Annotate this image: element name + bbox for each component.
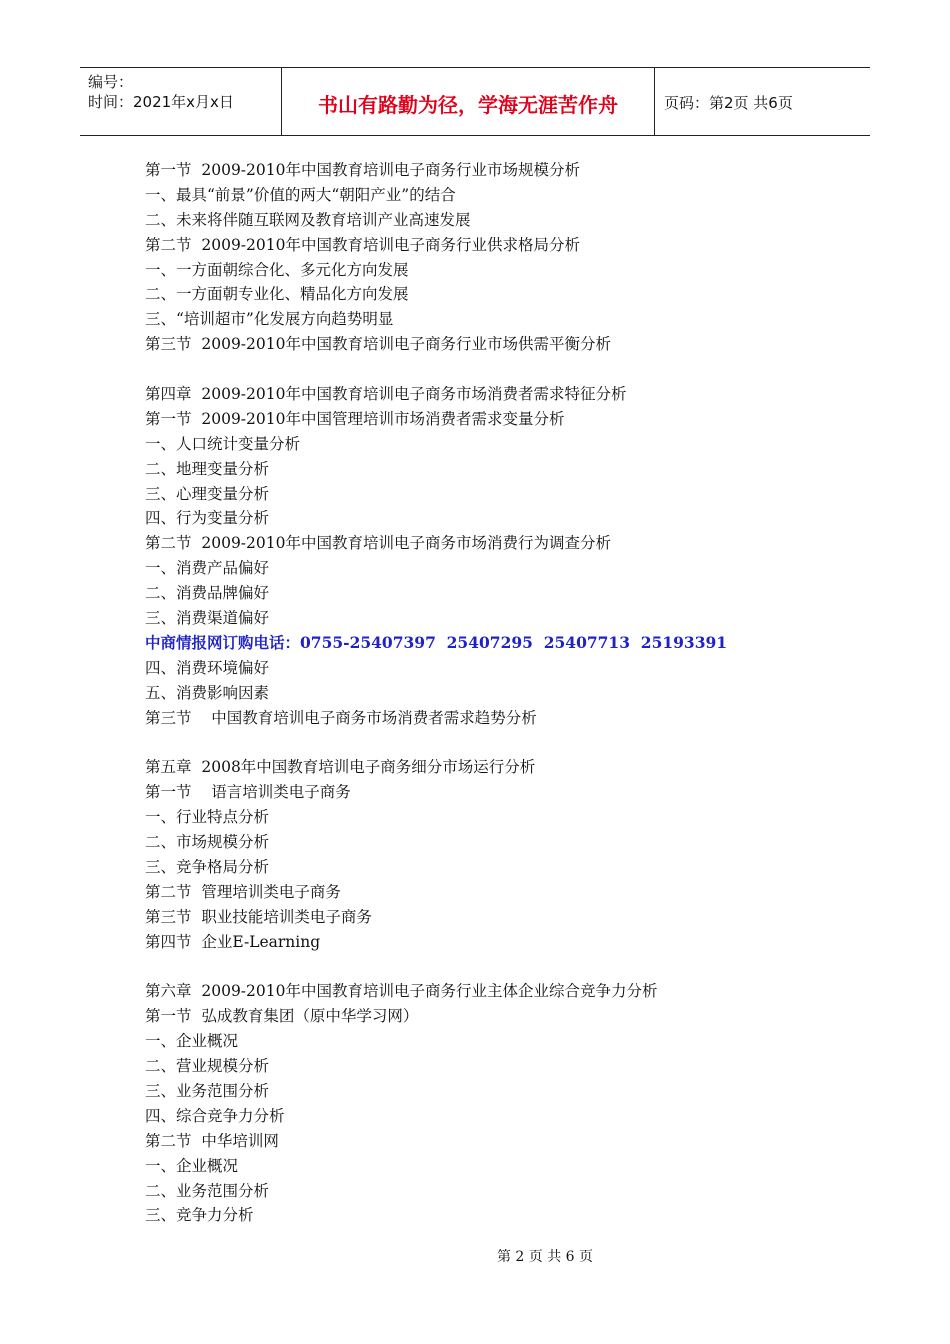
order-phone-line: 中商情报网订购电话：0755-25407397 25407295 25407713 25193391 — [145, 632, 728, 652]
toc-line: 第一节 2009-2010年中国管理培训市场消费者需求变量分析 — [145, 409, 565, 428]
blank-line — [145, 730, 845, 755]
toc-line: 三、业务范围分析 — [145, 1081, 270, 1100]
toc-line: 第一节 2009-2010年中国教育培训电子商务行业市场规模分析 — [145, 161, 580, 179]
toc-line: 二、市场规模分析 — [145, 833, 270, 852]
toc-line: 三、心理变量分析 — [145, 484, 270, 503]
document-body — [145, 158, 845, 1228]
header-motto: 书山有路勤为径，学海无涯苦作舟 — [282, 68, 655, 135]
page-header — [80, 67, 870, 136]
toc-line: 一、最具“前景”价值的两大“朝阳产业”的结合 — [145, 185, 456, 204]
toc-line: 一、行业特点分析 — [145, 808, 270, 827]
toc-line: 第三节 职业技能培训类电子商务 — [145, 907, 372, 926]
blank-line — [145, 955, 845, 980]
toc-line: 一、企业概况 — [145, 1156, 239, 1175]
toc-line: 第二节 中华培训网 — [145, 1131, 279, 1150]
toc-line: 一、人口统计变量分析 — [145, 434, 301, 453]
toc-line: 二、消费品牌偏好 — [145, 584, 270, 603]
toc-line: 二、营业规模分析 — [145, 1057, 270, 1076]
toc-line: 二、地理变量分析 — [145, 459, 270, 478]
toc-line: 三、竞争格局分析 — [145, 857, 270, 876]
toc-line: 四、综合竞争力分析 — [145, 1106, 285, 1125]
toc-line: 五、消费影响因素 — [145, 683, 270, 702]
toc-line: 第四章 2009-2010年中国教育培训电子商务市场消费者需求特征分析 — [145, 385, 627, 404]
toc-line: 一、企业概况 — [145, 1032, 239, 1051]
toc-line: 四、消费环境偏好 — [145, 658, 270, 677]
toc-line: 二、业务范围分析 — [145, 1181, 270, 1200]
header-meta — [80, 68, 282, 135]
time-label: 时间：2021年x月x日 — [88, 93, 234, 111]
toc-line: 第三节 2009-2010年中国教育培训电子商务行业市场供需平衡分析 — [145, 335, 611, 354]
toc-line: 第二节 2009-2010年中国教育培训电子商务市场消费行为调查分析 — [145, 534, 611, 553]
toc-line: 一、一方面朝综合化、多元化方向发展 — [145, 260, 409, 279]
toc-line: 第五章 2008年中国教育培训电子商务细分市场运行分析 — [145, 758, 536, 777]
toc-line: 第二节 管理培训类电子商务 — [145, 882, 341, 901]
header-page-label: 页码：第2页 共6页 — [664, 94, 793, 112]
blank-line — [145, 357, 845, 382]
number-label: 编号： — [88, 73, 134, 91]
page-footer: 第 2 页 共 6 页 — [496, 1249, 594, 1265]
toc-line: 二、一方面朝专业化、精品化方向发展 — [145, 285, 409, 304]
toc-line: 四、行为变量分析 — [145, 509, 270, 528]
toc-line: 第三节 中国教育培训电子商务市场消费者需求趋势分析 — [145, 708, 537, 727]
toc-line: 第四节 企业E-Learning — [145, 932, 321, 951]
toc-line: 第一节 语言培训类电子商务 — [145, 783, 351, 802]
toc-line: 第一节 弘成教育集团（原中华学习网） — [145, 1007, 419, 1026]
toc-line: 三、竞争力分析 — [145, 1206, 254, 1225]
toc-line: 二、未来将伴随互联网及教育培训产业高速发展 — [145, 210, 471, 229]
toc-line: 三、消费渠道偏好 — [145, 609, 270, 628]
toc-line: 第六章 2009-2010年中国教育培训电子商务行业主体企业综合竞争力分析 — [145, 982, 658, 1001]
toc-line: 一、消费产品偏好 — [145, 559, 270, 578]
toc-line: 第二节 2009-2010年中国教育培训电子商务行业供求格局分析 — [145, 235, 580, 254]
toc-line: 三、“培训超市”化发展方向趋势明显 — [145, 310, 394, 329]
